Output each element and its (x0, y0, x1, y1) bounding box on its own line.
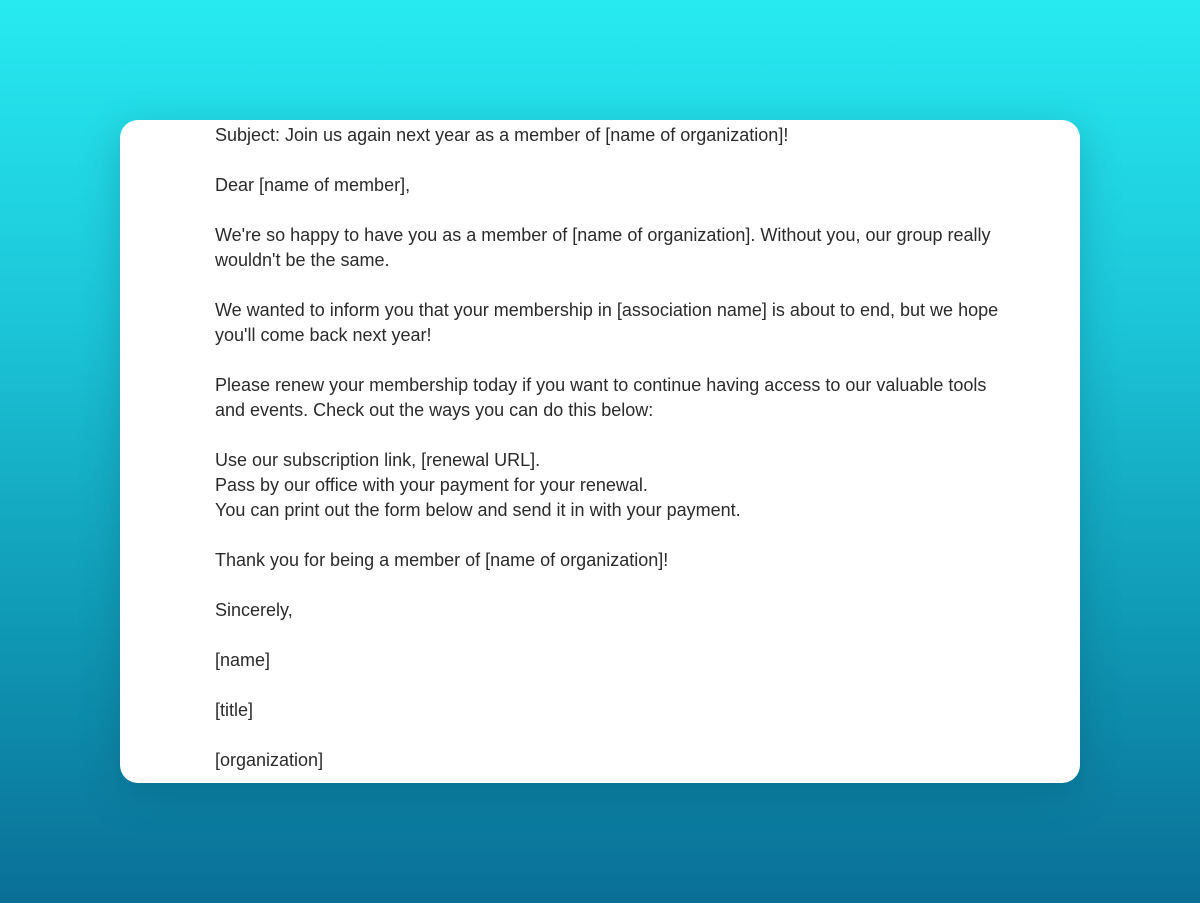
signature-title: [title] (215, 700, 254, 720)
closing: Sincerely, (215, 600, 293, 620)
greeting: Dear [name of member], (215, 175, 411, 195)
paragraph-renew: Please renew your membership today if you want to continue having access to our valuable tools and events. Check out the ways you can do this below: (215, 375, 987, 420)
signature-name: [name] (215, 650, 271, 670)
thank-you-line: Thank you for being a member of [name of organization]! (215, 550, 669, 570)
signature-organization: [organization] (215, 750, 324, 770)
paragraph-welcome: We're so happy to have you as a member of [name of organization]. Without you, our group really wouldn't be the same. (215, 225, 991, 270)
renewal-option: Pass by our office with your payment for your renewal. (215, 475, 648, 495)
subject-line: Subject: Join us again next year as a member of [name of organization]! (215, 125, 789, 145)
renewal-option: Use our subscription link, [renewal URL]. (215, 450, 541, 470)
paragraph-membership-ending: We wanted to inform you that your membership in [association name] is about to end, but we hope you'll come back next year! (215, 300, 999, 345)
renewal-option: You can print out the form below and send it in with your payment. (215, 500, 741, 520)
letter-card (120, 120, 1080, 783)
letter-body (215, 123, 1005, 773)
